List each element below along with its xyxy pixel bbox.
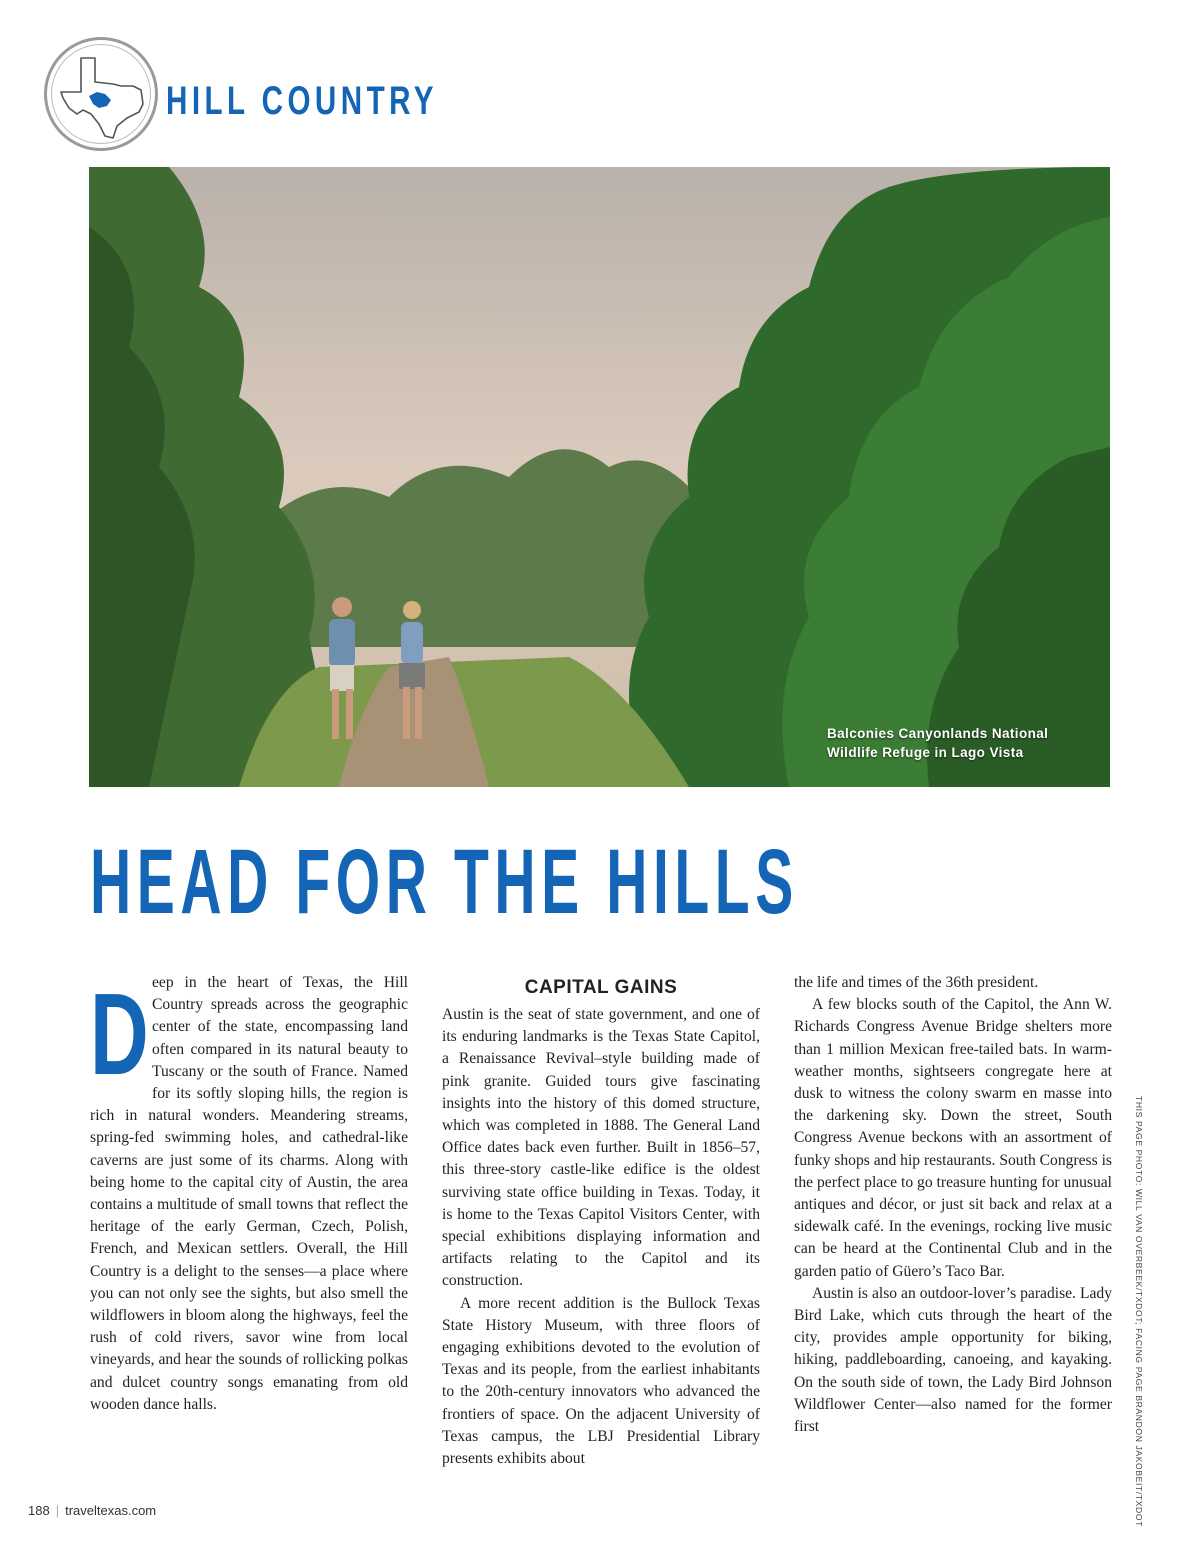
- column-2: [442, 972, 760, 1470]
- site-url: traveltexas.com: [65, 1503, 157, 1518]
- column-3: [794, 972, 1112, 1438]
- hero-photo: [89, 167, 1110, 787]
- page-number: 188: [28, 1503, 50, 1518]
- capital-paragraph-2: A more recent addition is the Bullock Texas State History Museum, with three floors of engaging exhibitions devoted to the evolution of Texas and its people, from the earliest inhabitants to the 20th-century innovators who advanced the frontiers of space. On the adjacent University of Texas campus, the LBJ Presidential Library presents exhibits about: [442, 1294, 760, 1468]
- region-badge: [44, 37, 158, 151]
- texas-map-icon: [55, 52, 151, 142]
- trail-scene-illustration: [89, 167, 1110, 787]
- col3-paragraph-1: the life and times of the 36th president.: [794, 974, 1039, 991]
- footer-divider: |: [55, 1503, 60, 1518]
- article-headline: HEAD FOR THE HILLS: [90, 831, 799, 933]
- capital-paragraph-1: Austin is the seat of state government, and one of its enduring landmarks is the Texas State Capitol, a Renaissance Revival–style building made of pink granite. Guided tours give fascinating insights into the history of this domed structure, which was completed in 1888. The General Land Office dates back even further. Built in 1856–57, this three-story castle-like edifice is the oldest surviving state office building in Texas. Today, it is home to the Texas Capitol Visitors Center, with special exhibitions displaying information and artifacts relating to the Capitol and its construction.: [442, 1006, 760, 1290]
- photo-caption: Balconies Canyonlands National Wildlife Refuge in Lago Vista: [827, 726, 1049, 760]
- col3-paragraph-2: A few blocks south of the Capitol, the Ann W. Richards Congress Avenue Bridge shelters more than 1 million Mexican free-tailed bats. In warm-weather months, sightseers congregate here at dusk to witness the colony swarm en masse into the darkening sky. Down the street, South Congress Avenue beckons with an assortment of funky shops and hip restaurants. South Congress is the perfect place to go treasure hunting for unusual antiques and décor, or just sit back and relax at a sidewalk café. In the evenings, rocking live music can be heard at the Continental Club and in the garden patio of Güero’s Taco Bar.: [794, 996, 1112, 1280]
- intro-paragraph: eep in the heart of Texas, the Hill Country spreads across the geographic center of the state, encompassing land often compared in its natural beauty to Tuscany or the south of France. Named for its softly sloping hills, the region is rich in natural wonders. Meandering streams, spring-fed swimming holes, and cathedral-like caverns are just some of its charms. Along with being home to the capital city of Austin, the area contains a multitude of small towns that reflect the heritage of the early German, Czech, Polish, French, and Mexican settlers. Overall, the Hill Country is a delight to the senses—a place where you can not only see the sights, but also smell the wildflowers in bloom along the highways, feel the rush of cold rivers, savor wine from local vineyards, and hear the sounds of rollicking polkas and dulcet country songs emanating from old wooden dance halls.: [90, 974, 408, 1413]
- subhead-capital-gains: CAPITAL GAINS: [524, 977, 678, 998]
- page-footer: [28, 1502, 156, 1520]
- drop-cap: D: [90, 969, 149, 1099]
- col3-paragraph-3: Austin is also an outdoor-lover’s paradise. Lady Bird Lake, which cuts through the heart of the city, provides ample opportunity for biking, hiking, paddleboarding, canoeing, and kayaking. On the south side of town, the Lady Bird Johnson Wildflower Center—also named for the former first: [794, 1284, 1112, 1436]
- photo-credit: THIS PAGE PHOTO: WILL VAN OVERBEEK/TXDOT; FACING PAGE BRANDON JAKOBEIT/TXDOT: [1134, 1096, 1144, 1527]
- section-title: HILL COUNTRY: [166, 79, 438, 123]
- column-1: [90, 969, 408, 1416]
